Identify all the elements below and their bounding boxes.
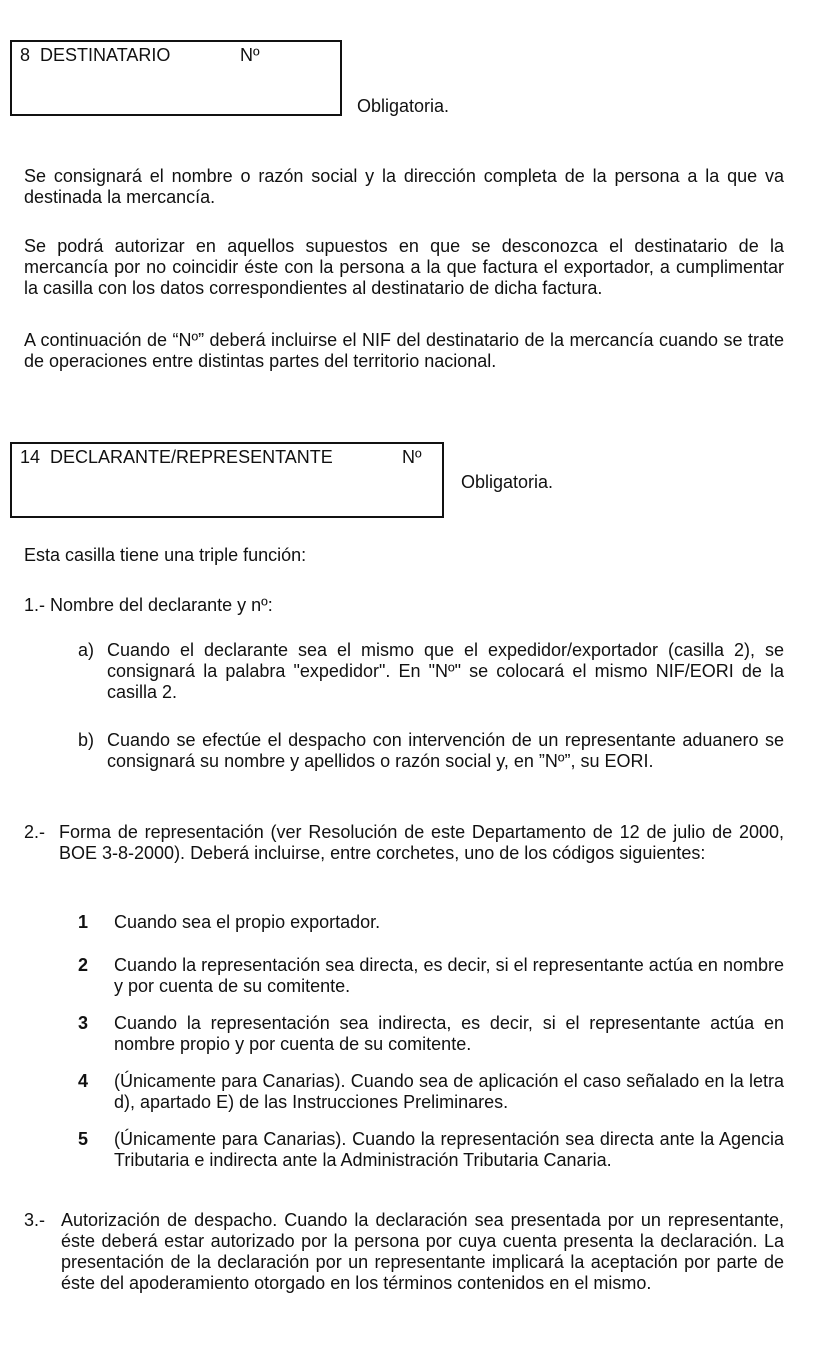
item-3-text (24, 1210, 784, 1294)
code-5-number: 5 (78, 1129, 89, 1149)
subitem-a-text: Cuando el declarante sea el mismo que el expedidor/exportador (casilla 2), se consignará la palabra "expedidor". En "Nº" se colocará el mismo NIF/EORI de la casilla 2. (107, 640, 784, 702)
code-2 (78, 955, 784, 997)
item-3-text-content: Autorización de despacho. Cuando la declaración sea presentada por un representante, éste deberá estar autorizado por la persona por cuya cuenta presenta la declaración. La presentación de la declaración por un representante implicará la aceptación por parte de éste del apoderamiento otorgado en los términos contenidos en el mismo. (61, 1210, 784, 1293)
box-14-title: 14 DECLARANTE/REPRESENTANTE (20, 447, 333, 467)
subitem-b-label: b) (78, 730, 95, 750)
code-2-text: Cuando la representación sea directa, es decir, si el representante actúa en nombre y por cuenta de su comitente. (114, 955, 784, 996)
box-8-destinatario (10, 40, 342, 116)
box-8-paragraph-2: Se podrá autorizar en aquellos supuestos en que se desconozca el destinatario de la mercancía por no coincidir éste con la persona a la que factura el exportador, a cumplimentar la casilla con los datos correspondientes al destinatario de dicha factura. (24, 236, 784, 298)
code-3-number: 3 (78, 1013, 89, 1033)
code-2-number: 2 (78, 955, 89, 975)
code-5 (78, 1129, 784, 1171)
box-14-required-note: Obligatoria. (461, 472, 554, 492)
item-1-text: Nombre del declarante y nº: (50, 595, 273, 615)
item-1-label: 1.- (24, 595, 51, 615)
item-3-label: 3.- (24, 1210, 51, 1230)
box-14-intro: Esta casilla tiene una triple función: (24, 545, 307, 565)
item-2-label: 2.- (24, 822, 51, 842)
code-1-number: 1 (78, 912, 89, 932)
subitem-b-text: Cuando se efectúe el despacho con intervención de un representante aduanero se consignará su nombre y apellidos o razón social y, en ”Nº”, su EORI. (107, 730, 784, 771)
subitem-a-label: a) (78, 640, 95, 660)
item-2 (24, 822, 784, 864)
item-2-text-content: Forma de representación (ver Resolución de este Departamento de 12 de julio de 2000, BOE 3-8-2000). Deberá incluirse, entre corchetes, uno de los códigos siguientes: (59, 822, 784, 863)
box-8-paragraph-1: Se consignará el nombre o razón social y la dirección completa de la persona a la que va destinada la mercancía. (24, 166, 784, 207)
box-14-declarante (10, 442, 444, 518)
code-3 (78, 1013, 784, 1055)
code-3-text: Cuando la representación sea indirecta, es decir, si el representante actúa en nombre propio y por cuenta de su comitente. (114, 1013, 784, 1054)
item-1 (24, 595, 273, 616)
code-5-text: (Únicamente para Canarias). Cuando la representación sea directa ante la Agencia Tributaria e indirecta ante la Administración Tributaria Canaria. (114, 1129, 784, 1170)
item-1-subitem-b (78, 730, 784, 772)
code-1 (78, 912, 784, 933)
box-14-number-label: Nº (402, 447, 422, 467)
box-8-paragraph-3: A continuación de “Nº” deberá incluirse el NIF del destinatario de la mercancía cuando se trate de operaciones entre distintas partes del territorio nacional. (24, 330, 784, 371)
item-3 (24, 1210, 784, 1294)
box-8-title: 8 DESTINATARIO (20, 45, 171, 65)
box-8-required-note: Obligatoria. (357, 96, 450, 116)
code-4 (78, 1071, 784, 1113)
item-2-text (24, 822, 784, 864)
code-4-text: (Únicamente para Canarias). Cuando sea de aplicación el caso señalado en la letra d), apartado E) de las Instrucciones Preliminares. (114, 1071, 784, 1112)
item-1-subitem-a (78, 640, 784, 703)
code-4-number: 4 (78, 1071, 89, 1091)
code-1-text: Cuando sea el propio exportador. (114, 912, 381, 932)
box-8-number-label: Nº (240, 45, 260, 65)
